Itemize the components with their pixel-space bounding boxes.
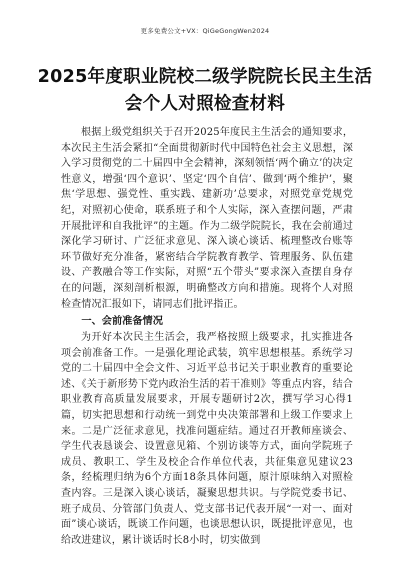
page-header: 更多免费公文+VX：QiGeGongWen2024 <box>140 27 270 35</box>
section-heading: 一、会前准备情况 <box>81 316 163 327</box>
intro-paragraph: 根据上级党组织关于召开2025年度民主生活会的通知要求，本次民主生活会紧扣“全面贯彻新时代中国特色社会主义思想，深入学习贯彻党的二十届四中全会精神，深刻领悟‘两个确立’的决定性意义，增强‘四个意识’、坚定‘四个自信’、做到‘两个维护’，聚焦‘学思想、强党性、重实践、建新功’总要求，对照党章党规党纪，对照初心使命，联系班子和个人实际，深入查摆问题，严肃开展批评和自我批评”的主题。作为二级学院院长，我在会前通过深化学习研讨、广泛征求意见、深入谈心谈话、梳理整改台账等环节做好充分准备，紧密结合学院教育教学、管理服务、队伍建设、产教融合等工作实际，对照“五个带头”要求深入查摆自身存在的问题，深刻剖析根源，明确整改方向和措施。现将个人对照检查情况汇报如下，请同志们批评指正。 <box>61 127 353 310</box>
document-title: 2025年度职业院校二级学院院长民主生活会个人对照检查材料 <box>37 67 373 114</box>
section-paragraph: 为开好本次民主生活会，我严格按照上级要求，扎实推进各项会前准备工作。一是强化理论武装，筑牢思想根基。系统学习党的二十届四中全会文件、习近平总书记关于职业教育的重要论述、《关于新形势下党内政治生活的若干准则》等重点内容，结合职业教育高质量发展要求，开展专题研讨2次，撰写学习心得1篇，切实把思想和行动统一到党中央决策部署和上级工作要求上来。二是广泛征求意见，找准问题症结。通过召开教师座谈会、学生代表恳谈会、设置意见箱、个别访谈等方式，面向学院班子成员、教职工、学生及校企合作单位代表，共征集意见建议23条，经梳理归纳为6个方面18条具体问题，原汁原味纳入对照检查内容。三是深入谈心谈话，凝聚思想共识。与学院党委书记、班子成员、分管部门负责人、党支部书记代表开展“一对一、面对面”谈心谈话，既谈工作问题，也谈思想认识，既提批评意见，也给改进建议，累计谈话时长8小时，切实做到 <box>61 332 353 546</box>
